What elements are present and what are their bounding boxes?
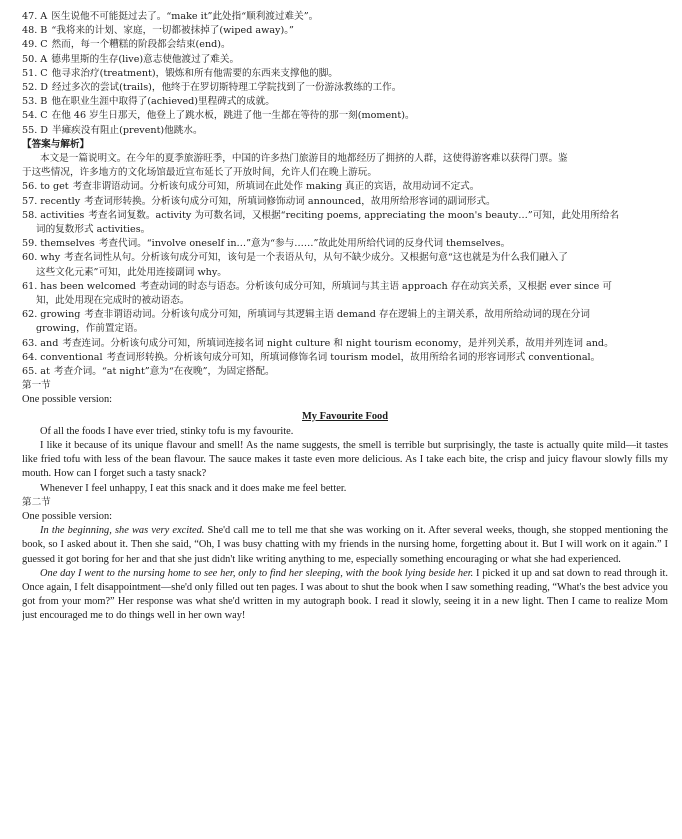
- grammar-item: [22, 209, 668, 223]
- answer-explanation: 医生说他不可能挺过去了。“make it”此处指“顺利渡过难关”。: [51, 11, 319, 22]
- answer-item: [22, 109, 668, 123]
- continuation-paragraph-2: [22, 567, 668, 624]
- summary-line: 本文是一篇说明文。在今年的夏季旅游旺季，中国的许多热门旅游目的地都经历了拥挤的人群，这使得游客难以获得门票。鉴: [40, 153, 568, 165]
- answer-explanation: 德弗里斯的生存(live)意志使他渡过了难关。: [51, 53, 240, 65]
- answer-explanation: 半瘫疾没有阻止(prevent)他跳水。: [52, 124, 203, 136]
- answer-item: [22, 95, 668, 109]
- answer-number: 52. D: [22, 82, 48, 94]
- paragraph-2-body: I picked it up and sat down to read through it. Once again, I felt disappointment—she'd only filled out ten pages. I was about to shut the book when I saw something reading, “What's the best advice you got from your mom?” Her response was what she'd written in my autograph book. I read it slowly, seeing it in a new light. Then I came to realize Mom just encouraged me to do things well in her own way!: [22, 567, 668, 622]
- grammar-explanation: 这些文化元素”可知，此处用连接副词 why。: [36, 266, 227, 278]
- grammar-explanation: 考查连词。分析该句成分可知，所填词连接名词 night culture 和 night tourism economy，是并列关系，故用并列连词 and。: [62, 337, 614, 349]
- grammar-explanation: 考查代词。“involve oneself in…”意为“参与……”故此处用所给代词的反身代词 themselves。: [98, 238, 511, 250]
- section2-version-label: One possible version:: [22, 510, 113, 522]
- grammar-answer: 61. has been welcomed: [22, 280, 136, 292]
- answer-number: 53. B: [22, 96, 48, 108]
- grammar-explanation: growing，作前置定语。: [36, 323, 144, 335]
- grammar-item: [22, 251, 668, 265]
- essay-paragraph-1: Of all the foods I have ever tried, stinky tofu is my favourite.: [40, 425, 294, 437]
- paragraph-1-body: She'd call me to tell me that she was working on it. After several weeks, though, she stopped mentioning the book, so I asked about it. Then she said, “Oh, I was busy chatting with my friends in the nursing home, forgetting about it. But I will work on it again.” I guessed it got boring for her and that she just didn't like writing anything to me, especially something encouraging or what she had experienced.: [22, 525, 668, 565]
- answer-item: [22, 10, 668, 24]
- answer-explanation: 在他 46 岁生日那天，他登上了跳水板，跳进了他一生都在等待的那一刻(moment)。: [51, 110, 415, 122]
- grammar-explanation: 考查名词复数。activity 为可数名词，又根据“reciting poems, appreciating the moon's beauty…”可知，此处用所给名: [88, 209, 620, 221]
- essay-paragraph-3: Whenever I feel unhappy, I eat this snack and it does make me feel better.: [40, 482, 347, 494]
- grammar-item-continuation: [22, 266, 668, 280]
- answer-explanation: 他在职业生涯中取得了(achieved)里程碑式的成就。: [51, 96, 275, 108]
- answer-number: 48. B: [22, 25, 48, 37]
- grammar-answer: 64. conventional: [22, 351, 103, 363]
- grammar-answer: 56. to get: [22, 181, 69, 193]
- grammar-item: [22, 180, 668, 194]
- answer-number: 47. A: [22, 11, 48, 22]
- grammar-explanation: 词的复数形式 activities。: [36, 224, 151, 236]
- summary-line: 于这些情况，许多地方的文化场馆最近宣布延长了开放时间，允许人们在晚上游玩。: [22, 167, 377, 179]
- grammar-answer-list: [22, 180, 668, 379]
- grammar-answer: 59. themselves: [22, 238, 95, 250]
- grammar-answer: 65. at: [22, 366, 50, 378]
- grammar-explanation: 考查动词的时态与语态。分析该句成分可知，所填词与其主语 approach 存在动宾关系，又根据 ever since 可: [139, 280, 612, 292]
- essay-paragraph-2: I like it because of its unique flavour and smell! As the name suggests, the smell is terrible but surprisingly, the taste is actually quite mild—it tastes like fried tofu with less of the bean flavour. The sauce makes it taste even more delicious. As I take each bite, the crisp and juicy flavour slowly fills my mouth. How can I forget such a tasty snack?: [22, 439, 668, 480]
- continuation-paragraph-1: [22, 524, 668, 567]
- answer-explanation: 然而，每一个糟糕的阶段都会结束(end)。: [51, 39, 231, 51]
- answer-item: [22, 38, 668, 52]
- cloze-answer-list: [22, 10, 668, 138]
- answer-number: 49. C: [22, 39, 48, 51]
- grammar-item: [22, 195, 668, 209]
- answer-item: [22, 67, 668, 81]
- answer-item: [22, 81, 668, 95]
- answer-item: [22, 24, 668, 38]
- passage-summary: [22, 152, 668, 180]
- answer-explanation: 经过多次的尝试(trails)，他终于在罗切斯特理工学院找到了一份游泳教练的工作。: [52, 82, 402, 94]
- grammar-item-continuation: [22, 223, 668, 237]
- grammar-explanation: 知，此处用现在完成时的被动语态。: [36, 295, 190, 307]
- grammar-answer: 63. and: [22, 337, 59, 349]
- section1-heading: 第一节: [22, 380, 51, 392]
- grammar-item: [22, 351, 668, 365]
- answer-analysis-header: 【答案与解析】: [22, 138, 90, 150]
- section1-version-label: One possible version:: [22, 394, 113, 406]
- section2-heading: 第二节: [22, 496, 51, 508]
- grammar-item-continuation: [22, 322, 668, 336]
- answer-number: 50. A: [22, 53, 48, 65]
- grammar-explanation: 考查非谓语动词。分析该句成分可知，所填词与其逻辑主语 demand 存在逻辑上的主谓关系，故用所给动词的现在分词: [84, 309, 590, 321]
- answer-number: 54. C: [22, 110, 48, 122]
- grammar-item-continuation: [22, 294, 668, 308]
- grammar-answer: 58. activities: [22, 209, 85, 221]
- grammar-answer: 57. recently: [22, 195, 81, 207]
- grammar-explanation: 考查词形转换。分析该句成分可知，所填词修饰动词 announced，故用所给形容词的副词形式。: [84, 195, 496, 207]
- answer-explanation: 他寻求治疗(treatment)，锻炼和所有他需要的东西来支撑他的脚。: [51, 67, 338, 79]
- grammar-item: [22, 337, 668, 351]
- answer-item: [22, 53, 668, 67]
- grammar-explanation: 考查名词性从句。分析该句成分可知，该句是一个表语从句，从句不缺少成分。又根据句意“这也就是为什么我们融入了: [64, 252, 568, 264]
- answer-number: 51. C: [22, 67, 48, 79]
- paragraph-1-opening: In the beginning, she was very excited.: [40, 525, 205, 537]
- grammar-explanation: 考查介词。“at night”意为“在夜晚”，为固定搭配。: [53, 366, 275, 378]
- essay-title: My Favourite Food: [302, 410, 388, 422]
- grammar-item: [22, 280, 668, 294]
- grammar-explanation: 考查词形转换。分析该句成分可知，所填词修饰名词 tourism model，故用所给名词的形容词形式 conventional。: [106, 351, 601, 363]
- answer-explanation: “我将来的计划、家庭，一切都被抹掉了(wiped away)。”: [51, 25, 294, 37]
- grammar-answer: 60. why: [22, 252, 61, 264]
- grammar-item: [22, 237, 668, 251]
- answer-number: 55. D: [22, 124, 48, 136]
- grammar-item: [22, 365, 668, 379]
- paragraph-2-opening: One day I went to the nursing home to see her, only to find her sleeping, with the book lying beside her.: [40, 567, 474, 579]
- answer-item: [22, 124, 668, 138]
- grammar-item: [22, 308, 668, 322]
- grammar-explanation: 考查非谓语动词。分析该句成分可知，所填词在此处作 making 真正的宾语，故用动词不定式。: [72, 181, 480, 193]
- grammar-answer: 62. growing: [22, 309, 81, 321]
